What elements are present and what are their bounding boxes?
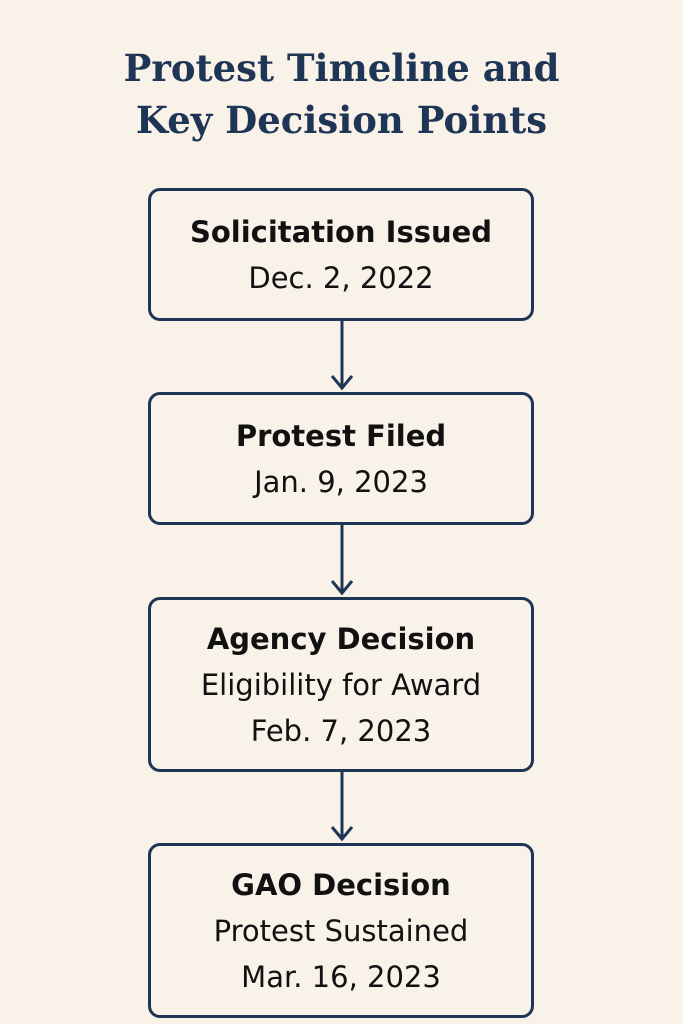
step-heading: Protest Filed bbox=[235, 418, 447, 453]
step-heading: Agency Decision bbox=[206, 621, 476, 656]
step-detail: Protest Sustained bbox=[213, 913, 469, 948]
step-heading: GAO Decision bbox=[231, 867, 451, 902]
diagram-title-line-1: Protest Timeline and bbox=[123, 46, 560, 90]
flow-arrow-down-icon bbox=[327, 321, 357, 392]
flow-arrow-down-icon bbox=[327, 772, 357, 843]
diagram-title bbox=[0, 42, 683, 146]
diagram-title-line-2: Key Decision Points bbox=[135, 98, 548, 142]
flow-arrow-down-icon bbox=[327, 525, 357, 597]
step-date: Jan. 9, 2023 bbox=[254, 464, 428, 499]
step-solicitation-issued bbox=[148, 188, 534, 321]
step-detail: Eligibility for Award bbox=[200, 667, 482, 702]
step-date: Mar. 16, 2023 bbox=[241, 959, 441, 994]
step-protest-filed bbox=[148, 392, 534, 525]
step-agency-decision bbox=[148, 597, 534, 772]
step-gao-decision bbox=[148, 843, 534, 1018]
step-date: Dec. 2, 2022 bbox=[248, 260, 434, 295]
step-heading: Solicitation Issued bbox=[189, 214, 493, 249]
step-date: Feb. 7, 2023 bbox=[250, 713, 432, 748]
